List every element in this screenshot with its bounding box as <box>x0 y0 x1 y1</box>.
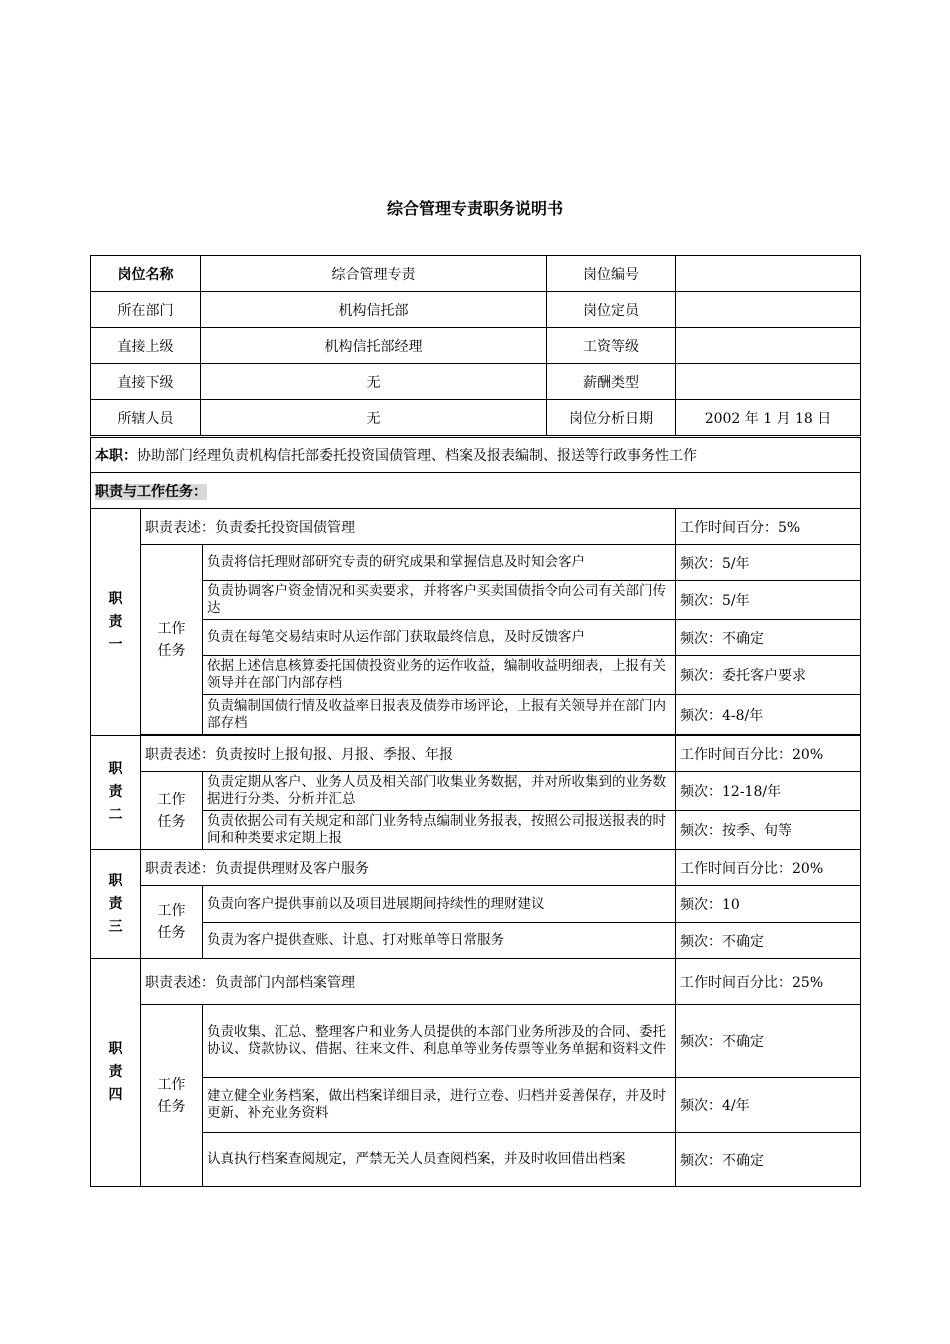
task-item: 负责向客户提供事前以及项目进展期间持续性的理财建议 <box>203 886 676 923</box>
work-task-label: 工作 任务 <box>141 772 203 850</box>
task-item: 负责收集、汇总、整理客户和业务人员提供的本部门业务所涉及的合同、委托协议、贷款协议、借据、往来文件、利息单等业务传票等业务单据和资料文件 <box>203 1005 676 1078</box>
work-task-label: 工作 任务 <box>141 545 203 735</box>
task-item: 负责为客户提供查账、计息、打对账单等日常服务 <box>203 923 676 959</box>
duties-table <box>90 508 861 1187</box>
position-info-table <box>90 255 861 436</box>
task-freq: 频次：4-8/年 <box>676 695 861 735</box>
task-freq: 频次：委托客户要求 <box>676 656 861 695</box>
duty-3-pct: 工作时间百分比：20% <box>676 850 861 886</box>
pay-type-label: 薪酬类型 <box>547 364 676 400</box>
duty-summary-text: 协助部门经理负责机构信托部委托投资国债管理、档案及报表编制、报送等行政事务性工作 <box>137 448 697 464</box>
duty-4-pct: 工作时间百分比：25% <box>676 959 861 1005</box>
task-item: 认真执行档案查阅规定，严禁无关人员查阅档案，并及时收回借出档案 <box>203 1133 676 1187</box>
dept-value: 机构信托部 <box>201 292 547 328</box>
position-name-value: 综合管理专责 <box>201 256 547 292</box>
quota-label: 岗位定员 <box>547 292 676 328</box>
subordinate-value: 无 <box>201 364 547 400</box>
superior-label: 直接上级 <box>91 328 201 364</box>
duty-3-name: 职 责 三 <box>91 850 141 959</box>
summary-table <box>90 437 861 509</box>
task-freq: 频次：4/年 <box>676 1078 861 1133</box>
task-freq: 频次：5/年 <box>676 545 861 581</box>
dept-label: 所在部门 <box>91 292 201 328</box>
staff-label: 所辖人员 <box>91 400 201 436</box>
duty-summary <box>91 438 861 473</box>
position-name-label: 岗位名称 <box>91 256 201 292</box>
quota-value <box>676 292 861 328</box>
task-freq: 频次：按季、旬等 <box>676 811 861 850</box>
task-item: 建立健全业务档案，做出档案详细目录，进行立卷、归档并妥善保存，并及时更新、补充业务资料 <box>203 1078 676 1133</box>
duty-2-pct: 工作时间百分比：20% <box>676 736 861 772</box>
task-item: 负责将信托理财部研究专责的研究成果和掌握信息及时知会客户 <box>203 545 676 581</box>
task-freq: 频次：不确定 <box>676 1005 861 1078</box>
task-item: 负责协调客户资金情况和买卖要求，并将客户买卖国债指令向公司有关部门传达 <box>203 581 676 620</box>
duty-1-name: 职 责 一 <box>91 509 141 736</box>
task-freq: 频次：12-18/年 <box>676 772 861 811</box>
section-title: 职责与工作任务： <box>95 483 207 500</box>
task-item: 负责在每笔交易结束时从运作部门获取最终信息，及时反馈客户 <box>203 620 676 656</box>
position-no-value <box>676 256 861 292</box>
duty-summary-label: 本职： <box>95 448 137 464</box>
section-header <box>91 473 861 509</box>
task-item: 负责依据公司有关规定和部门业务特点编制业务报表，按照公司报送报表的时间和种类要求定期上报 <box>203 811 676 850</box>
task-freq: 频次：不确定 <box>676 1133 861 1187</box>
analysis-date-label: 岗位分析日期 <box>547 400 676 436</box>
task-item: 负责定期从客户、业务人员及相关部门收集业务数据，并对所收集到的业务数据进行分类、分析并汇总 <box>203 772 676 811</box>
work-task-label: 工作 任务 <box>141 1005 203 1187</box>
task-freq: 频次：5/年 <box>676 581 861 620</box>
document-title: 综合管理专责职务说明书 <box>386 199 563 218</box>
duty-2-desc: 职责表述：负责按时上报旬报、月报、季报、年报 <box>141 736 676 772</box>
work-task-label: 工作 任务 <box>141 886 203 959</box>
superior-value: 机构信托部经理 <box>201 328 547 364</box>
duty-4-name: 职 责 四 <box>91 959 141 1187</box>
subordinate-label: 直接下级 <box>91 364 201 400</box>
duty-1-desc: 职责表述：负责委托投资国债管理 <box>141 509 676 545</box>
task-freq: 频次：不确定 <box>676 923 861 959</box>
analysis-date-value: 2002 年 1 月 18 日 <box>676 400 861 436</box>
position-no-label: 岗位编号 <box>547 256 676 292</box>
duty-3-desc: 职责表述：负责提供理财及客户服务 <box>141 850 676 886</box>
salary-grade-label: 工资等级 <box>547 328 676 364</box>
task-item: 依据上述信息核算委托国债投资业务的运作收益，编制收益明细表，上报有关领导并在部门内部存档 <box>203 656 676 695</box>
duty-4-desc: 职责表述：负责部门内部档案管理 <box>141 959 676 1005</box>
task-item: 负责编制国债行情及收益率日报表及债券市场评论，上报有关领导并在部门内部存档 <box>203 695 676 735</box>
task-freq: 频次：10 <box>676 886 861 923</box>
salary-grade-value <box>676 328 861 364</box>
duty-1-pct: 工作时间百分：5% <box>676 509 861 545</box>
pay-type-value <box>676 364 861 400</box>
task-freq: 频次：不确定 <box>676 620 861 656</box>
staff-value: 无 <box>201 400 547 436</box>
duty-2-name: 职 责 二 <box>91 736 141 850</box>
